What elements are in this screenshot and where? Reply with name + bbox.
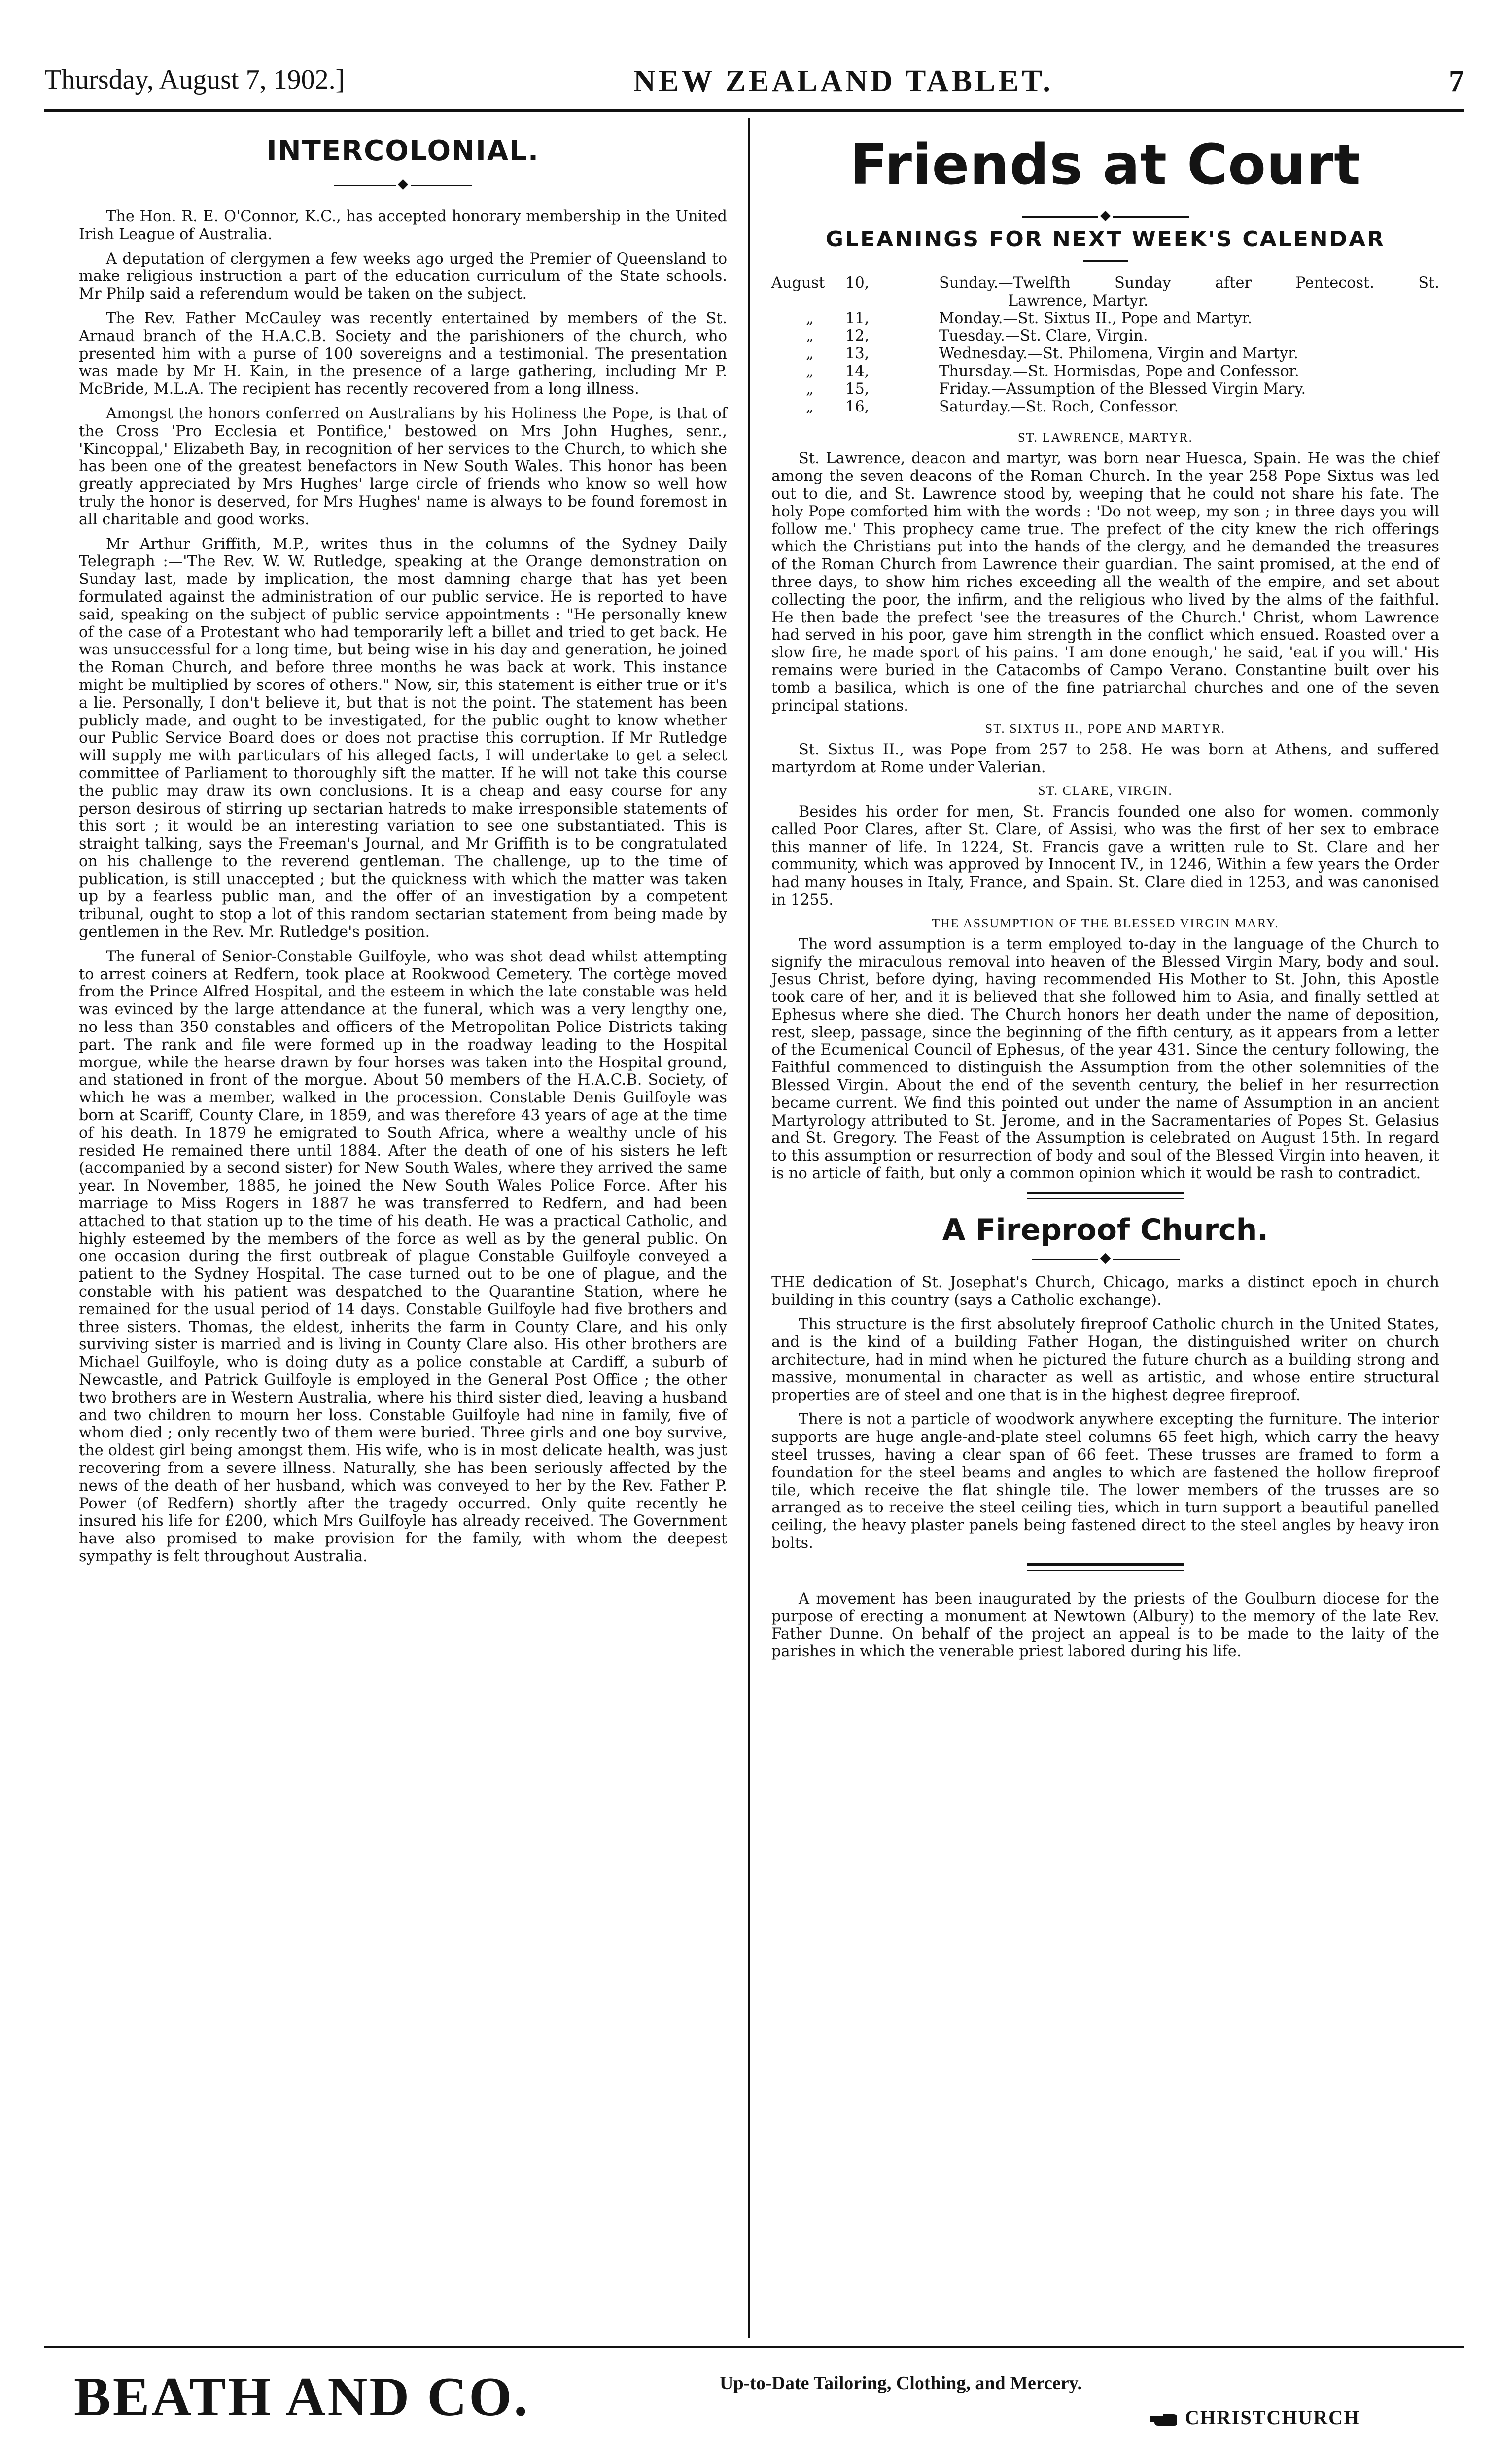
page-number: 7 [1449,65,1464,98]
advertiser-tagline: Up-to-Date Tailoring, Clothing, and Mercery. [720,2373,1082,2394]
article-paragraph: The Rev. Father McCauley was recently entertained by members of the St. Arnaud branch of the H.A.C.B. Society and the parishioners of the church, who presented him with a purse of 100 sovereigns and a testimonial. The presentation was made by Mr H. Kain, in the presence of a large gathering, including Mr P. McBride, M.L.A. The recipient has recently recovered from a long illness. [79,309,727,398]
calendar-entry [771,274,1439,292]
calendar-day: 11, [845,309,870,327]
article-paragraph: There is not a particle of woodwork anywhere excepting the furniture. The interior supports are huge angle-and-plate steel columns 65 feet high, which carry the heavy steel trusses, having a clear span of 66 feet. These trusses are framed to form a foundation for the steel beams and angles to which are fastened the hollow fireproof tile, which receive the flat shingle tile. The lower members of the trusses are so arranged as to receive the steel ceiling ties, which in turn support a beautiful panelled ceiling, the heavy plaster panels being fastened direct to the steel angles by heavy iron bolts. [771,1411,1439,1552]
advertiser-name: BEATH AND CO. [74,2366,530,2428]
article-paragraph: THE dedication of St. Josephat's Church, Chicago, marks a distinct epoch in church building in this country (says a Catholic exchange). [771,1273,1439,1309]
calendar-month: August [771,274,825,292]
diamond-icon [1100,211,1110,221]
ornament-line [334,185,396,186]
section-heading: ST. LAWRENCE, MARTYR. [1018,430,1193,445]
ornament-line [1113,216,1189,218]
ornament-line [411,185,472,186]
right-column [771,123,1439,1668]
calendar-month: „ [806,345,814,363]
calendar-text: Saturday.—St. Roch, Confessor. [939,398,1179,415]
section-heading: THE ASSUMPTION OF THE BLESSED VIRGIN MARY. [932,916,1279,930]
short-rule [1083,260,1128,262]
section-paragraph: St. Sixtus II., was Pope from 257 to 258. He was born at Athens, and suffered martyrdom at Rome under Valerian. [771,741,1439,777]
diamond-icon [1100,1253,1110,1264]
double-rule [1027,1192,1184,1199]
calendar-day: 16, [845,398,870,415]
section-paragraph: Besides his order for men, St. Francis founded one also for women. commonly called Poor Clares, after St. Clare, of Assisi, who was the first of her sex to embrace this manner of life. In 1224, St. Francis gave a written rule to St. Clare and her community, which was approved by Innocent IV., in 1246, Within a few years the Order had many houses in Italy, France, and Spain. St. Clare died in 1253, and was canonised in 1255. [771,803,1439,909]
ornament-line [1113,1259,1180,1260]
calendar-month: „ [806,398,814,415]
calendar-text: Friday.—Assumption of the Blessed Virgin Mary. [939,380,1306,398]
calendar-entry-continued [771,292,1439,310]
calendar-month: „ [806,327,814,345]
article-paragraph: A deputation of clergymen a few weeks ago urged the Premier of Queensland to make religious instruction a part of the education curriculum of the State schools. Mr Philp said a referendum would be taken on the subject. [79,250,727,303]
calendar-subtitle: GLEANINGS FOR NEXT WEEK'S CALENDAR [825,227,1386,252]
calendar-text: Monday.—St. Sixtus II., Pope and Martyr. [939,309,1253,327]
calendar-day: 10, [845,274,870,292]
calendar-entry [771,345,1439,363]
rule-thin [1027,1198,1184,1199]
article-paragraph: This structure is the first absolutely fireproof Catholic church in the United States, and is the kind of a building Father Hogan, the distinguished writer on church architecture, had in mind when he pictured the future church as a building strong and massive, monumental in character as well as artistic, and whose entire structural properties are of steel and one that is in the highest degree fireproof. [771,1316,1439,1404]
issue-date: Thursday, August 7, 1902.] [44,65,345,95]
calendar-entry [771,363,1439,380]
left-column [79,123,727,1573]
article-paragraph: Mr Arthur Griffith, M.P., writes thus in the columns of the Sydney Daily Telegraph :—'The Rev. W. W. Rutledge, speaking at the Orange demonstration on Sunday last, made by implication, the most damning charge that has yet been formulated against the administration of our public service. He is reported to have said, speaking on the subject of public service appointments : "He personally knew of the case of a Protestant who had temporarily left a billet and tried to get back. He was unsuccessful for a long time, but being wise in his day and generation, he joined the Roman Church, and before three months he was back at work. This instance might be multiplied by scores of others." Now, sir, this statement is either true or it's a lie. Personally, I don't believe it, but that is not the point. The statement has been publicly made, and ought to be investigated, for the public ought to know whether our Public Service Board does or does not practise this corruption. If Mr Rutledge will supply me with particulars of his alleged facts, I will undertake to get a select committee of Parliament to thoroughly sift the matter. If he will not take this course the public may draw its own conclusions. It is a cheap and easy course for any person desirous of stirring up sectarian hatreds to make irresponsible statements of this sort ; it would be an interesting variation to see one substantiated. This is straight talking, says the Freeman's Journal, and Mr Griffith is to be congratulated on his challenge to the reverend gentleman. The challenge, up to the time of publication, is still unaccepted ; but the quickness with which the matter was taken up by a fearless public man, and the offer of an investigation by a competent tribunal, ought to stop a lot of this random sectarian statement from being made by gentlemen in the Rev. Mr. Rutledge's position. [79,535,727,941]
calendar-day: 14, [845,362,870,380]
calendar-entry [771,380,1439,398]
calendar-list [771,274,1439,415]
calendar-day: 12, [845,327,870,345]
footer-rule [44,2346,1464,2348]
calendar-month: „ [806,362,814,380]
advertiser-city-line [1149,2406,1360,2429]
masthead: NEW ZEALAND TABLET. [633,65,1053,98]
calendar-text: Wednesday.—St. Philomena, Virgin and Martyr. [939,345,1298,363]
column-divider [748,118,750,2338]
calendar-day: 15, [845,380,870,398]
page-header [44,64,1464,103]
intercolonial-title: INTERCOLONIAL. [266,135,540,167]
calendar-text: Lawrence, Martyr. [1008,292,1149,309]
article-paragraph: A movement has been inaugurated by the priests of the Goulburn diocese for the purpose of erecting a monument at Newtown (Albury) to the memory of the late Rev. Father Dunne. On behalf of the project an appeal is to be made to the laity of the parishes in which the venerable priest labored during his life. [771,1590,1439,1661]
friends-at-court-title: Friends at Court [850,133,1361,197]
section-heading: ST. SIXTUS II., POPE AND MARTYR. [985,721,1226,736]
calendar-day: 13, [845,345,870,363]
ornament-line [1032,1259,1098,1260]
calendar-entry [771,310,1439,328]
calendar-entry [771,398,1439,416]
calendar-entry [771,327,1439,345]
rule-thin [1027,1570,1184,1571]
article-paragraph: The funeral of Senior-Constable Guilfoyle, who was shot dead whilst attempting to arrest coiners at Redfern, took place at Rookwood Cemetery. The cortège moved from the Prince Alfred Hospital, and the esteem in which the late constable was held was evinced by the large attendance at the funeral, which was a very lengthy one, no less than 350 constables and officers of the Metropolitan Police Districts taking part. The rank and file were formed up in the roadway leading to the Hospital morgue, while the hearse drawn by four horses was taken into the Hospital ground, and stationed in front of the morgue. About 50 members of the H.A.C.B. Society, of which he was a member, walked in the procession. Constable Denis Guilfoyle was born at Scariff, County Clare, in 1859, and was therefore 43 years of age at the time of his death. In 1879 he emigrated to South Africa, where a wealthy uncle of his resided He remained there until 1884. After the death of one of his sisters he left (accompanied by a second sister) for New South Wales, where they arrived the same year. In November, 1885, he joined the New South Wales Police Force. After his marriage to Miss Rogers in 1887 he was transferred to Redfern, and had been attached to that station up to the time of his death. He was a practical Catholic, and highly esteemed by the members of the force as well as by the general public. On one occasion during the first outbreak of plague Constable Guilfoyle conveyed a patient to the Sydney Hospital. The case turned out to be one of plague, and the constable with his patient was despatched to the Quarantine Station, where he remained for the usual period of 14 days. Constable Guilfoyle had five brothers and three sisters. Thomas, the eldest, inherits the farm in County Clare, and his only surviving sister is married and is living in County Clare also. His other brothers are Michael Guilfoyle, who is doing duty as a police constable at Cardiff, a suburb of Newcastle, and Patrick Guilfoyle is employed in the General Post Office ; the other two brothers are in Western Australia, where his third sister died, leaving a husband and two children to mourn her loss. Constable Guilfoyle had nine in family, five of whom died ; only recently two of them were buried. Three girls and one boy survive, the oldest girl being amongst them. His wife, who is in most delicate health, was just recovering from a severe illness. Naturally, she has been seriously affected by the news of the death of her husband, which was conveyed to her by the Rev. Father P. Power (of Redfern) shortly after the tragedy occurred. Only quite recently he insured his life for £200, which Mrs Guilfoyle has already received. The Government have also promised to make provision for the family, with whom the deepest sympathy is felt throughout Australia. [79,948,727,1565]
section-paragraph: The word assumption is a term employed to-day in the language of the Church to signify the miraculous removal into heaven of the Blessed Virgin Mary, body and soul. Jesus Christ, before dying, having recommended His Mother to St. John, this Apostle took care of her, and it is believed that she followed him to Asia, and finally settled at Ephesus where she died. The Church honors her death under the name of deposition, rest, sleep, passage, since the beginning of the fifth century, as it appears from a letter of the Ecumenical Council of Ephesus, of the year 431. Since the century following, the Faithful commenced to distinguish the Assumption from the other solemnities of the Blessed Virgin. About the end of the seventh century, the belief in her resurrection became current. We find this pointed out under the name of Assumption in an ancient Martyrology attributed to St. Jerome, and in the Sacramentaries of Popes St. Gelasius and St. Gregory. The Feast of the Assumption is celebrated on August 15th. In regard to this assumption or resurrection of body and soul of the Blessed Virgin into heaven, it is no article of faith, but only a common opinion which it would be rash to contradict. [771,935,1439,1183]
article-paragraph: Amongst the honors conferred on Australians by his Holiness the Pope, is that of the Cross 'Pro Ecclesia et Pontifice,' bestowed on Mrs John Hughes, senr., 'Kincoppal,' Elizabeth Bay, in recognition of her services to the Church, to which she has been one of the greatest benefactors in New South Wales. This honor has been greatly appreciated by Mrs Hughes' large circle of friends who know so well how truly the honor is deserved, for Mrs Hughes' name is always to be found foremost in all charitable and good works. [79,405,727,528]
section-heading: ST. CLARE, VIRGIN. [1038,783,1173,798]
pointing-hand-icon [1149,2412,1178,2427]
calendar-text: Sunday.—Twelfth Sunday after Pentecost. St. [939,274,1439,292]
section-paragraph: St. Lawrence, deacon and martyr, was born near Huesca, Spain. He was the chief among the seven deacons of the Roman Church. In the year 258 Pope Sixtus was led out to die, and St. Lawrence stood by, weeping that he could not share his fate. The holy Pope comforted him with the words : 'Do not weep, my son ; in three days you will follow me.' This prophecy came true. The prefect of the city knew the rich offerings which the Christians put into the hands of the clergy, and he demanded the treasures of the Roman Church from Lawrence their guardian. The saint promised, at the end of three days, to show him riches exceeding all the wealth of the empire, and set about collecting the poor, the infirm, and the religious who lived by the alms of the faithful. He then bade the prefect 'see the treasures of the Church.' Christ, whom Lawrence had served in his poor, gave him strength in the conflict which ensued. Roasted over a slow fire, he made sport of his pains. 'I am done enough,' he said, 'eat if you will.' His remains were buried in the Catacombs of Campo Verano. Constantine built over his tomb a basilica, which is one of the fine patriarchal churches and one of the seven principal stations. [771,450,1439,715]
advertisement-footer [44,2361,1464,2464]
header-rule [44,109,1464,112]
title-ornament [1032,1249,1180,1269]
rule-thick [1027,1563,1184,1566]
calendar-text: Thursday.—St. Hormisdas, Pope and Confessor. [939,362,1299,380]
double-rule [1027,1563,1184,1571]
calendar-text: Tuesday.—St. Clare, Virgin. [939,327,1148,345]
title-ornament [334,175,472,195]
article-paragraph: The Hon. R. E. O'Connor, K.C., has accepted honorary membership in the United Irish League of Australia. [79,208,727,243]
rule-thick [1027,1192,1184,1194]
ornament-line [1022,216,1098,218]
advertiser-city: CHRISTCHURCH [1185,2406,1360,2429]
title-ornament [1022,207,1189,227]
calendar-month: „ [806,380,814,398]
diamond-icon [397,179,408,190]
calendar-month: „ [806,309,814,327]
fireproof-church-title: A Fireproof Church. [942,1212,1269,1247]
